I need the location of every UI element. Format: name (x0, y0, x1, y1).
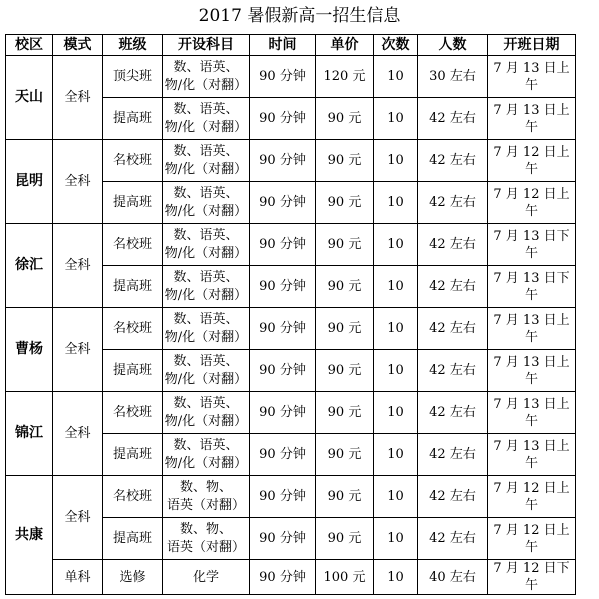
class-cell: 提高班 (103, 518, 163, 560)
subjects-line-2: 语英（对翻） (166, 497, 245, 513)
people-cell: 42 左右 (418, 308, 488, 350)
header-sessions: 次数 (374, 35, 418, 56)
mode-cell: 全科 (53, 476, 103, 560)
sessions-cell: 10 (374, 434, 418, 476)
table-row (6, 392, 576, 434)
page-title: 2017 暑假新高一招生信息 (198, 6, 401, 26)
subjects-line-2: 物/化（对翻） (164, 119, 248, 135)
subjects-cell: 化学 (163, 560, 250, 595)
table-row (6, 140, 576, 182)
start-date-cell: 7 月 13 日上午 (488, 308, 576, 350)
price-cell: 90 元 (316, 308, 374, 350)
class-cell: 名校班 (103, 140, 163, 182)
subjects-line-2: 物/化（对翻） (164, 203, 248, 219)
start-date-cell: 7 月 12 日下午 (488, 560, 576, 595)
campus-cell: 昆明 (6, 140, 53, 224)
price-cell: 90 元 (316, 182, 374, 224)
subjects-line-2: 物/化（对翻） (164, 371, 248, 387)
mode-cell: 单科 (53, 560, 103, 595)
campus-cell: 曹杨 (6, 308, 53, 392)
start-date-cell: 7 月 13 日下午 (488, 266, 576, 308)
time-cell: 90 分钟 (250, 560, 316, 595)
subjects-cell (163, 56, 250, 98)
price-cell: 100 元 (316, 560, 374, 595)
price-cell: 90 元 (316, 98, 374, 140)
sessions-cell: 10 (374, 224, 418, 266)
time-cell: 90 分钟 (250, 98, 316, 140)
subjects-cell (163, 392, 250, 434)
sessions-cell: 10 (374, 518, 418, 560)
sessions-cell: 10 (374, 392, 418, 434)
class-cell: 选修 (103, 560, 163, 595)
subjects-line-1: 数、语英、 (173, 59, 239, 75)
class-cell: 名校班 (103, 308, 163, 350)
class-cell: 提高班 (103, 266, 163, 308)
class-cell: 顶尖班 (103, 56, 163, 98)
sessions-cell: 10 (374, 56, 418, 98)
price-cell: 90 元 (316, 434, 374, 476)
time-cell: 90 分钟 (250, 182, 316, 224)
start-date-cell: 7 月 13 日上午 (488, 56, 576, 98)
header-subjects: 开设科目 (163, 35, 250, 56)
subjects-line-1: 数、语英、 (173, 353, 239, 369)
time-cell: 90 分钟 (250, 224, 316, 266)
people-cell: 42 左右 (418, 224, 488, 266)
subjects-line-1: 数、语英、 (173, 395, 239, 411)
subjects-cell (163, 98, 250, 140)
sessions-cell: 10 (374, 560, 418, 595)
start-date-cell: 7 月 13 日上午 (488, 350, 576, 392)
sessions-cell: 10 (374, 98, 418, 140)
header-people: 人数 (418, 35, 488, 56)
mode-cell: 全科 (53, 224, 103, 308)
subjects-line-2: 语英（对翻） (166, 539, 245, 555)
people-cell: 42 左右 (418, 182, 488, 224)
start-date-cell: 7 月 13 日上午 (488, 98, 576, 140)
time-cell: 90 分钟 (250, 518, 316, 560)
subjects-line-2: 物/化（对翻） (164, 77, 248, 93)
subjects-line-1: 数、语英、 (173, 227, 239, 243)
header-class: 班级 (103, 35, 163, 56)
table-row (6, 224, 576, 266)
people-cell: 42 左右 (418, 518, 488, 560)
subjects-line-1: 数、物、 (179, 521, 232, 537)
subjects-line-2: 物/化（对翻） (164, 287, 248, 303)
subjects-line-2: 物/化（对翻） (164, 413, 248, 429)
people-cell: 30 左右 (418, 56, 488, 98)
mode-cell: 全科 (53, 140, 103, 224)
sessions-cell: 10 (374, 182, 418, 224)
subjects-line-1: 数、语英、 (173, 311, 239, 327)
subjects-cell (163, 224, 250, 266)
time-cell: 90 分钟 (250, 266, 316, 308)
start-date-cell: 7 月 12 日上午 (488, 140, 576, 182)
people-cell: 42 左右 (418, 140, 488, 182)
mode-cell: 全科 (53, 308, 103, 392)
campus-cell: 锦江 (6, 392, 53, 476)
time-cell: 90 分钟 (250, 392, 316, 434)
sessions-cell: 10 (374, 140, 418, 182)
time-cell: 90 分钟 (250, 140, 316, 182)
time-cell: 90 分钟 (250, 308, 316, 350)
start-date-cell: 7 月 13 日下午 (488, 224, 576, 266)
subjects-cell (163, 476, 250, 518)
subjects-line-2: 物/化（对翻） (164, 329, 248, 345)
class-cell: 提高班 (103, 434, 163, 476)
price-cell: 90 元 (316, 140, 374, 182)
header-start-date: 开班日期 (488, 35, 576, 56)
class-cell: 提高班 (103, 350, 163, 392)
header-mode: 模式 (53, 35, 103, 56)
class-cell: 提高班 (103, 98, 163, 140)
time-cell: 90 分钟 (250, 56, 316, 98)
table-row (6, 476, 576, 518)
price-cell: 90 元 (316, 392, 374, 434)
table-row (6, 308, 576, 350)
price-cell: 90 元 (316, 518, 374, 560)
subjects-line-1: 数、语英、 (173, 269, 239, 285)
header-row (6, 35, 576, 56)
time-cell: 90 分钟 (250, 476, 316, 518)
subjects-line-1: 数、物、 (179, 479, 232, 495)
subjects-line-1: 数、语英、 (173, 101, 239, 117)
enrollment-table (5, 34, 576, 595)
campus-cell: 徐汇 (6, 224, 53, 308)
class-cell: 提高班 (103, 182, 163, 224)
sessions-cell: 10 (374, 266, 418, 308)
start-date-cell: 7 月 13 日上午 (488, 392, 576, 434)
subjects-cell (163, 518, 250, 560)
subjects-cell (163, 350, 250, 392)
campus-cell: 共康 (6, 476, 53, 595)
subjects-line-2: 物/化（对翻） (164, 245, 248, 261)
price-cell: 90 元 (316, 476, 374, 518)
sessions-cell: 10 (374, 308, 418, 350)
start-date-cell: 7 月 12 日上午 (488, 182, 576, 224)
sessions-cell: 10 (374, 476, 418, 518)
subjects-line-1: 数、语英、 (173, 437, 239, 453)
subjects-line-1: 数、语英、 (173, 185, 239, 201)
time-cell: 90 分钟 (250, 350, 316, 392)
start-date-cell: 7 月 13 日上午 (488, 434, 576, 476)
subjects-line-1: 数、语英、 (173, 143, 239, 159)
subjects-cell (163, 308, 250, 350)
class-cell: 名校班 (103, 476, 163, 518)
mode-cell: 全科 (53, 56, 103, 140)
class-cell: 名校班 (103, 224, 163, 266)
subjects-cell (163, 140, 250, 182)
subjects-cell (163, 182, 250, 224)
campus-cell: 天山 (6, 56, 53, 140)
start-date-cell: 7 月 12 日上午 (488, 518, 576, 560)
header-price: 单价 (316, 35, 374, 56)
subjects-line-2: 物/化（对翻） (164, 161, 248, 177)
sessions-cell: 10 (374, 350, 418, 392)
price-cell: 90 元 (316, 350, 374, 392)
people-cell: 42 左右 (418, 476, 488, 518)
people-cell: 40 左右 (418, 560, 488, 595)
price-cell: 90 元 (316, 266, 374, 308)
people-cell: 42 左右 (418, 350, 488, 392)
start-date-cell: 7 月 12 日上午 (488, 476, 576, 518)
price-cell: 90 元 (316, 224, 374, 266)
mode-cell: 全科 (53, 392, 103, 476)
subjects-cell (163, 434, 250, 476)
people-cell: 42 左右 (418, 266, 488, 308)
table-row (6, 56, 576, 98)
header-time: 时间 (250, 35, 316, 56)
people-cell: 42 左右 (418, 392, 488, 434)
time-cell: 90 分钟 (250, 434, 316, 476)
subjects-line-2: 物/化（对翻） (164, 455, 248, 471)
price-cell: 120 元 (316, 56, 374, 98)
people-cell: 42 左右 (418, 434, 488, 476)
subjects-cell (163, 266, 250, 308)
people-cell: 42 左右 (418, 98, 488, 140)
class-cell: 名校班 (103, 392, 163, 434)
header-campus: 校区 (6, 35, 53, 56)
table-row (6, 560, 576, 595)
